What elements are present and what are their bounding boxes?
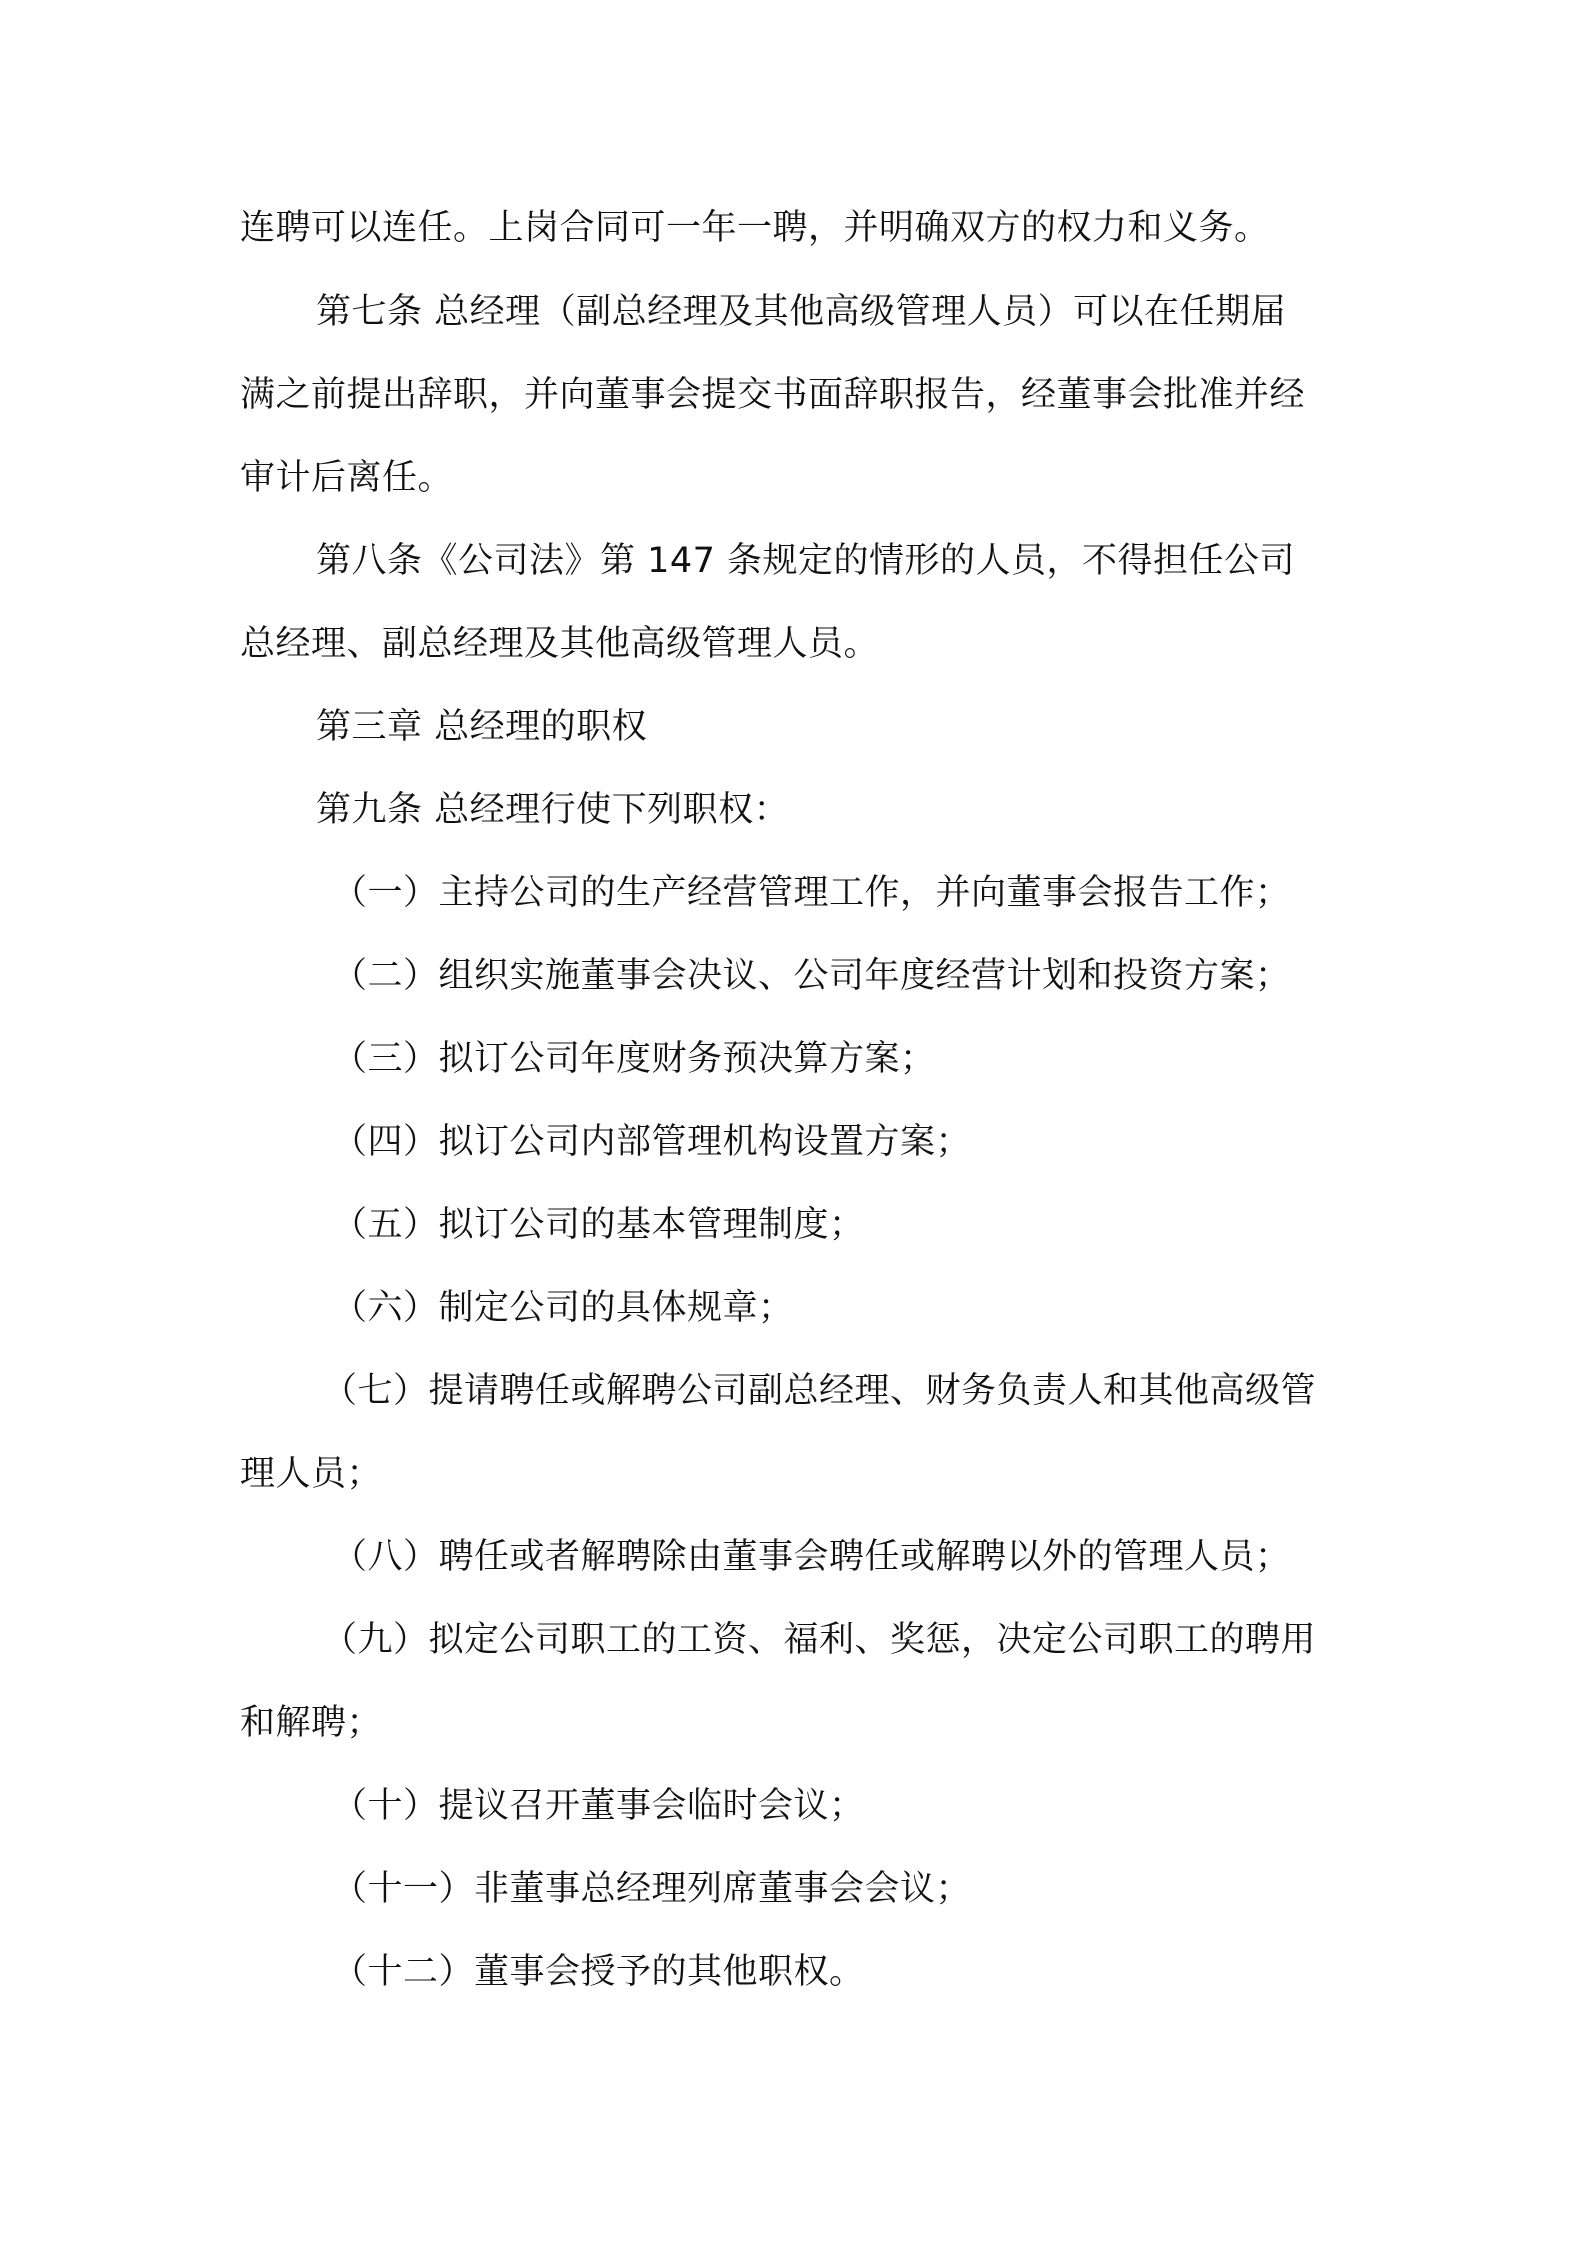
text-line-1: 连聘可以连任。上岗合同可一年一聘，并明确双方的权力和义务。 [240, 208, 1270, 248]
article-7-heading: 第七条 总经理（副总经理及其他高级管理人员）可以在任期届 [316, 292, 1287, 332]
list-item-10: （十）提议召开董事会临时会议； [332, 1786, 865, 1826]
list-item-1: （一）主持公司的生产经营管理工作，并向董事会报告工作； [332, 873, 1291, 913]
list-item-12: （十二）董事会授予的其他职权。 [332, 1952, 865, 1992]
text-line-6: 总经理、副总经理及其他高级管理人员。 [240, 624, 880, 664]
list-item-9: （九）拟定公司职工的工资、福利、奖惩，决定公司职工的聘用 [322, 1620, 1317, 1660]
list-item-6: （六）制定公司的具体规章； [332, 1288, 794, 1328]
list-item-8: （八）聘任或者解聘除由董事会聘任或解聘以外的管理人员； [332, 1537, 1291, 1577]
list-item-4: （四）拟订公司内部管理机构设置方案； [332, 1122, 972, 1162]
article-8-heading: 第八条《公司法》第 147 条规定的情形的人员，不得担任公司 [316, 541, 1296, 581]
list-item-2: （二）组织实施董事会决议、公司年度经营计划和投资方案； [332, 956, 1291, 996]
text-line-3: 满之前提出辞职，并向董事会提交书面辞职报告，经董事会批准并经 [240, 375, 1306, 415]
chapter-3-heading: 第三章 总经理的职权 [316, 707, 648, 747]
article-9-heading: 第九条 总经理行使下列职权： [316, 790, 790, 830]
list-item-7-continued: 理人员； [240, 1454, 383, 1494]
text-line-4: 审计后离任。 [240, 458, 454, 498]
list-item-7: （七）提请聘任或解聘公司副总经理、财务负责人和其他高级管 [322, 1371, 1317, 1411]
list-item-5: （五）拟订公司的基本管理制度； [332, 1205, 865, 1245]
list-item-3: （三）拟订公司年度财务预决算方案； [332, 1039, 936, 1079]
list-item-9-continued: 和解聘； [240, 1703, 383, 1743]
list-item-11: （十一）非董事总经理列席董事会会议； [332, 1869, 972, 1909]
